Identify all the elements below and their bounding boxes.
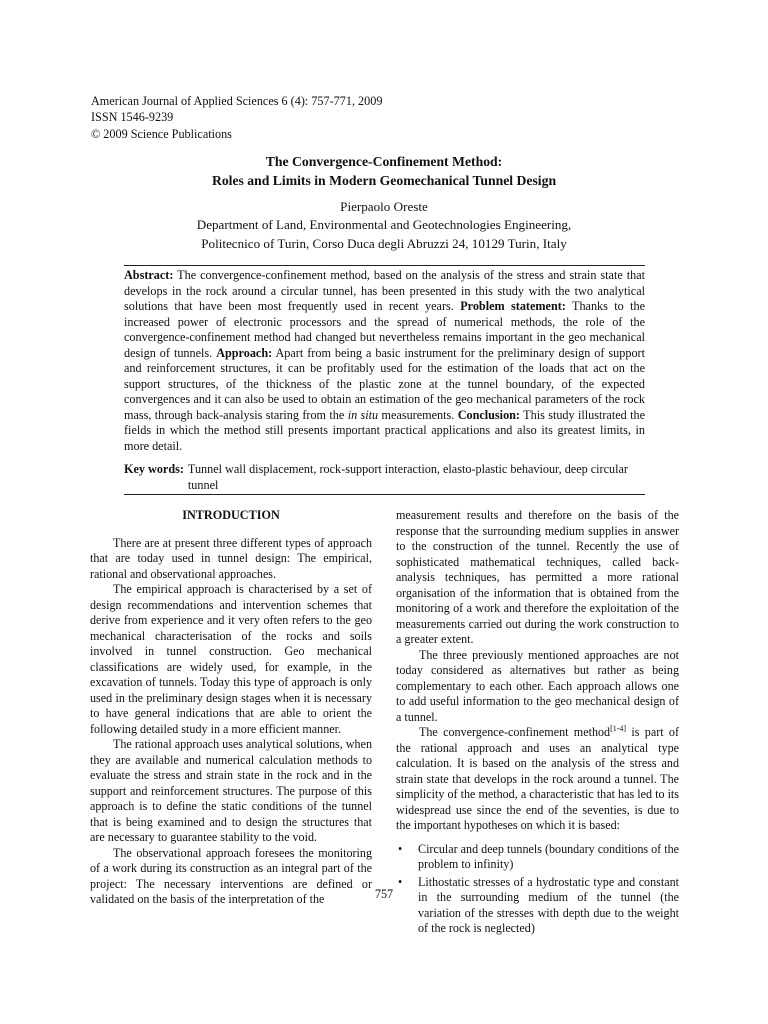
- journal-issn: ISSN 1546-9239: [91, 110, 174, 125]
- author-affiliation-2: Politecnico of Turin, Corso Duca degli Abruzzi 24, 10129 Turin, Italy: [201, 235, 567, 251]
- abstract-text: The convergence-confinement method, based on the analysis of the stress and strain state that develops in the rock around a circular tunnel, has been presented in this study with the two analytical solutions that have been most frequently used in recent years.: [124, 268, 645, 313]
- author-block: [0, 198, 768, 253]
- keywords: [124, 462, 645, 493]
- intro-paragraph-1: There are at present three different types of approach that are today used in tunnel design: The empirical, rational and observational approaches.: [90, 535, 372, 581]
- p7-start: The convergence-confinement method: [419, 725, 611, 739]
- keywords-text: Tunnel wall displacement, rock-support interaction, elasto-plastic behaviour, deep circular tunnel: [187, 462, 628, 492]
- approach-text: Apart from being a basic instrument for the preliminary design of support and reinforcement structures, it can be profitably used for the estimation of the loads that act on the support structures, of the thickness of the plastic zone at the tunnel boundary, of the expected convergences and it can also be used to obtain an estimation of the geo mechanical parameters of the rock mass, through back-analysis staring from the: [124, 345, 645, 422]
- approach-label: Approach:: [216, 345, 273, 360]
- list-item: [396, 842, 679, 873]
- keywords-label: Key words:: [124, 462, 184, 476]
- intro-paragraph-6: The three previously mentioned approaches are not today considered as alternatives but rather as being complementary to each other. Each approach allows one to add useful information to the geo mechanical design of a tunnel.: [396, 647, 679, 724]
- intro-paragraph-7: [396, 725, 679, 834]
- bullet-icon: •: [398, 841, 403, 856]
- introduction-heading: INTRODUCTION: [182, 508, 280, 522]
- title-line-1: The Convergence-Confinement Method:: [265, 154, 503, 169]
- bullet-icon: •: [398, 874, 403, 889]
- p7-end: is part of the rational approach and uses an analytical type calculation. It is based on the analysis of the stress and strain state that develops in the rock around a tunnel. The simplicity of the method, a characteristic that has led to its widespread use since the end of the seventies, is due to the important hypotheses on which it is based:: [396, 725, 680, 832]
- in-situ-term: in situ: [347, 407, 379, 422]
- conclusion-label: Conclusion:: [457, 407, 520, 422]
- right-column: [396, 508, 679, 939]
- conclusion-text: This study illustrated the fields in which the method still presents important practical applications and also its greatest limits, in more detail.: [124, 407, 645, 453]
- list-item: [396, 875, 679, 937]
- intro-paragraph-2: The empirical approach is characterised by a set of design recommendations and intervention schemes that derive from experience and it very often refers to the geo mechanical characterisation of the rocks and soils involved in tunnel construction. Geo mechanical classifications are widely used, for example, in the excavation of tunnels. Today this type of approach is only used in the preliminary design stages when it is necessary to have general indications that are able to orient the following detailed study in a more efficient manner.: [90, 582, 372, 736]
- journal-info: [91, 93, 382, 142]
- page-number: 757: [374, 887, 394, 901]
- journal-copyright: © 2009 Science Publications: [91, 126, 232, 141]
- abstract-bottom-rule: [124, 494, 645, 495]
- paper-title: [0, 153, 768, 190]
- problem-statement-label: Problem statement:: [460, 299, 566, 313]
- problem-statement-text: Thanks to the increased power of electronic processors and the spread of numerical methods, the role of the convergence-confinement method had changed but nevertheless remains important in the geo mechanical design of tunnels.: [124, 299, 645, 360]
- approach-text-end: measurements.: [378, 407, 458, 422]
- title-line-2: Roles and Limits in Modern Geomechanical Tunnel Design: [211, 172, 557, 188]
- left-column: [90, 508, 372, 908]
- citation-ref: [1-4]: [610, 723, 627, 733]
- intro-paragraph-5: measurement results and therefore on the basis of the response that the surrounding medium supplies in answer to the construction of the tunnel. Recently the use of sophisticated mathematical techniques, called back-analysis techniques, has permitted a more rational organisation of the information that is obtained from the monitoring of a work and therefore the exploitation of the measurements carried out during the work construction to a greater extent.: [396, 508, 679, 646]
- list-item-text: Circular and deep tunnels (boundary conditions of the problem to infinity): [418, 841, 679, 871]
- author-name: Pierpaolo Oreste: [340, 199, 428, 214]
- list-item-text: Lithostatic stresses of a hydrostatic type and constant in the surrounding medium of the tunnel (the variation of the stresses with depth due to the weight of the rock is neglected): [418, 874, 679, 935]
- abstract-label: Abstract:: [124, 268, 174, 282]
- journal-citation: American Journal of Applied Sciences 6 (4): 757-771, 2009: [91, 94, 383, 108]
- abstract: [124, 268, 645, 454]
- intro-paragraph-4: The observational approach foresees the monitoring of a work during its construction as an integral part of the project: The necessary interventions are defined or validated on the basis of the interpretation of the: [90, 845, 372, 906]
- author-affiliation-1: Department of Land, Environmental and Geotechnologies Engineering,: [196, 217, 572, 233]
- abstract-top-rule: [124, 265, 645, 266]
- intro-paragraph-3: The rational approach uses analytical solutions, when they are available and numerical calculation methods to evaluate the stress and strain state in the rock and in the support and reinforcement structures. The purpose of this approach is to define the static conditions of the tunnel that is being examined and to design the structures that are necessary to guarantee stability to the void.: [90, 737, 372, 844]
